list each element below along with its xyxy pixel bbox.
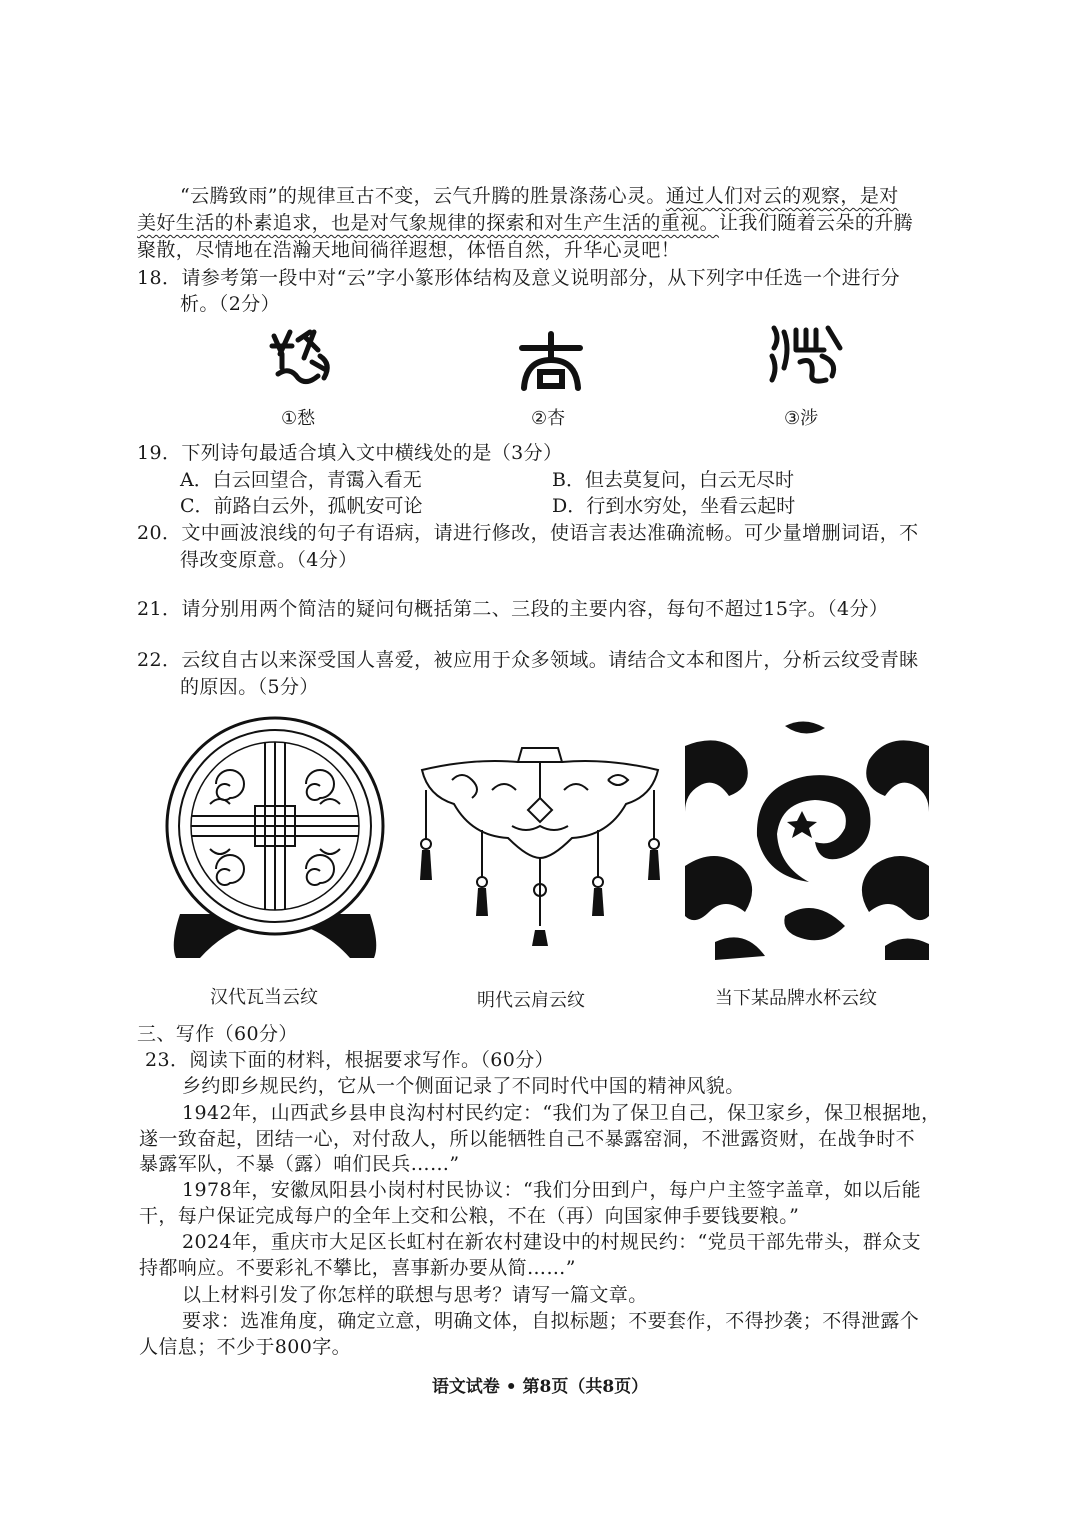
q19-option-c: C．前路白云外，孤帆安可论: [180, 495, 423, 517]
passage-text: “云腾致雨”的规律亘古不变，云气升腾的胜景涤荡心灵。: [180, 185, 666, 207]
material-p2: 1942年，山西武乡县申良沟村村民约定：“我们为了保卫自己，保卫家乡，保卫根据地，: [182, 1102, 941, 1124]
requirements: 要求：选准角度，确定立意，明确文体，自拟标题；不要套作，不得抄袭；不得泄露个: [182, 1310, 920, 1332]
caption-ming: 明代云肩云纹: [477, 990, 585, 1011]
material-p4-cont: 持都响应。不要彩礼不攀比，喜事新办要从简……”: [139, 1257, 576, 1279]
material-p2-cont: 遂一致奋起，团结一心，对付敌人，所以能牺牲自己不暴露窑洞，不泄露资财，在战争时不: [139, 1128, 916, 1150]
material-p3: 1978年，安徽凤阳县小岗村村民协议：“我们分田到户，每户户主签字盖章，如以后能: [182, 1179, 922, 1201]
passage-line-3: 聚散，尽情地在浩瀚天地间徜徉遐想，体悟自然，升华心灵吧！: [137, 239, 681, 261]
q19-option-d: D．行到水穷处，坐看云起时: [552, 495, 796, 517]
section-heading: 三、写作（60分）: [137, 1023, 298, 1045]
seal-glyph-chou-icon: [268, 326, 338, 388]
material-p1: 乡约即乡规民约，它从一个侧面记录了不同时代中国的精神风貌。: [182, 1075, 745, 1097]
han-roof-tile-cloud-pattern-image: [160, 714, 390, 964]
ming-cloud-collar-pattern-image: [412, 740, 668, 948]
material-p3-cont: 干，每户保证完成每户的全年上交和公粮，不在（再）向国家伸手要钱要粮。”: [139, 1205, 800, 1227]
passage-line-2: [137, 211, 913, 235]
q22-stem-cont: 的原因。（5分）: [180, 676, 319, 698]
q19-option-b: B．但去莫复问，白云无尽时: [552, 469, 794, 491]
char-option-chou: ①愁: [281, 408, 316, 429]
seal-glyph-she-icon: [766, 322, 846, 388]
q19-option-a: A．白云回望合，青霭入看无: [180, 469, 422, 491]
passage-line-1: [180, 184, 899, 208]
q18-stem: 18．请参考第一段中对“云”字小篆形体结构及意义说明部分，从下列字中任选一个进行分: [137, 267, 901, 289]
wavy-sentence: 美好生活的朴素追求，也是对气象规律的探索和对生产生活的重视。: [137, 212, 720, 234]
material-p5: 以上材料引发了你怎样的联想与思考？请写一篇文章。: [182, 1284, 648, 1306]
caption-modern: 当下某品牌水杯云纹: [715, 988, 877, 1009]
material-p4: 2024年，重庆市大足区长虹村在新农村建设中的村规民约：“党员干部先带头，群众支: [182, 1231, 922, 1253]
material-p2-cont: 暴露军队，不暴（露）咱们民兵……”: [139, 1153, 460, 1175]
q20-stem-cont: 得改变原意。（4分）: [180, 549, 358, 571]
char-option-she: ③涉: [784, 408, 819, 429]
q19-stem: 19．下列诗句最适合填入文中横线处的是（3分）: [137, 442, 563, 464]
q18-stem-cont: 析。（2分）: [180, 293, 280, 315]
q23-stem: 23．阅读下面的材料，根据要求写作。（60分）: [145, 1049, 555, 1071]
wavy-sentence: 通过人们对云的观察，是对: [665, 185, 899, 207]
passage-text: 让我们随着云朵的升腾: [719, 212, 914, 234]
water-cup-cloud-pattern-image: [685, 716, 929, 960]
char-option-xing: ②杏: [531, 408, 566, 429]
page-footer: 语文试卷 • 第8页（共8页）: [431, 1377, 649, 1397]
caption-han: 汉代瓦当云纹: [210, 987, 318, 1008]
q22-stem: 22．云纹自古以来深受国人喜爱，被应用于众多领域。请结合文本和图片，分析云纹受青睐: [137, 649, 919, 671]
requirements-cont: 人信息；不少于800字。: [139, 1336, 352, 1358]
q21-stem: 21．请分别用两个简洁的疑问句概括第二、三段的主要内容，每句不超过15字。（4分）: [137, 598, 889, 620]
seal-glyph-xing-icon: [516, 330, 586, 396]
q20-stem: 20．文中画波浪线的句子有语病，请进行修改，使语言表达准确流畅。可少量增删词语，不: [137, 522, 919, 544]
